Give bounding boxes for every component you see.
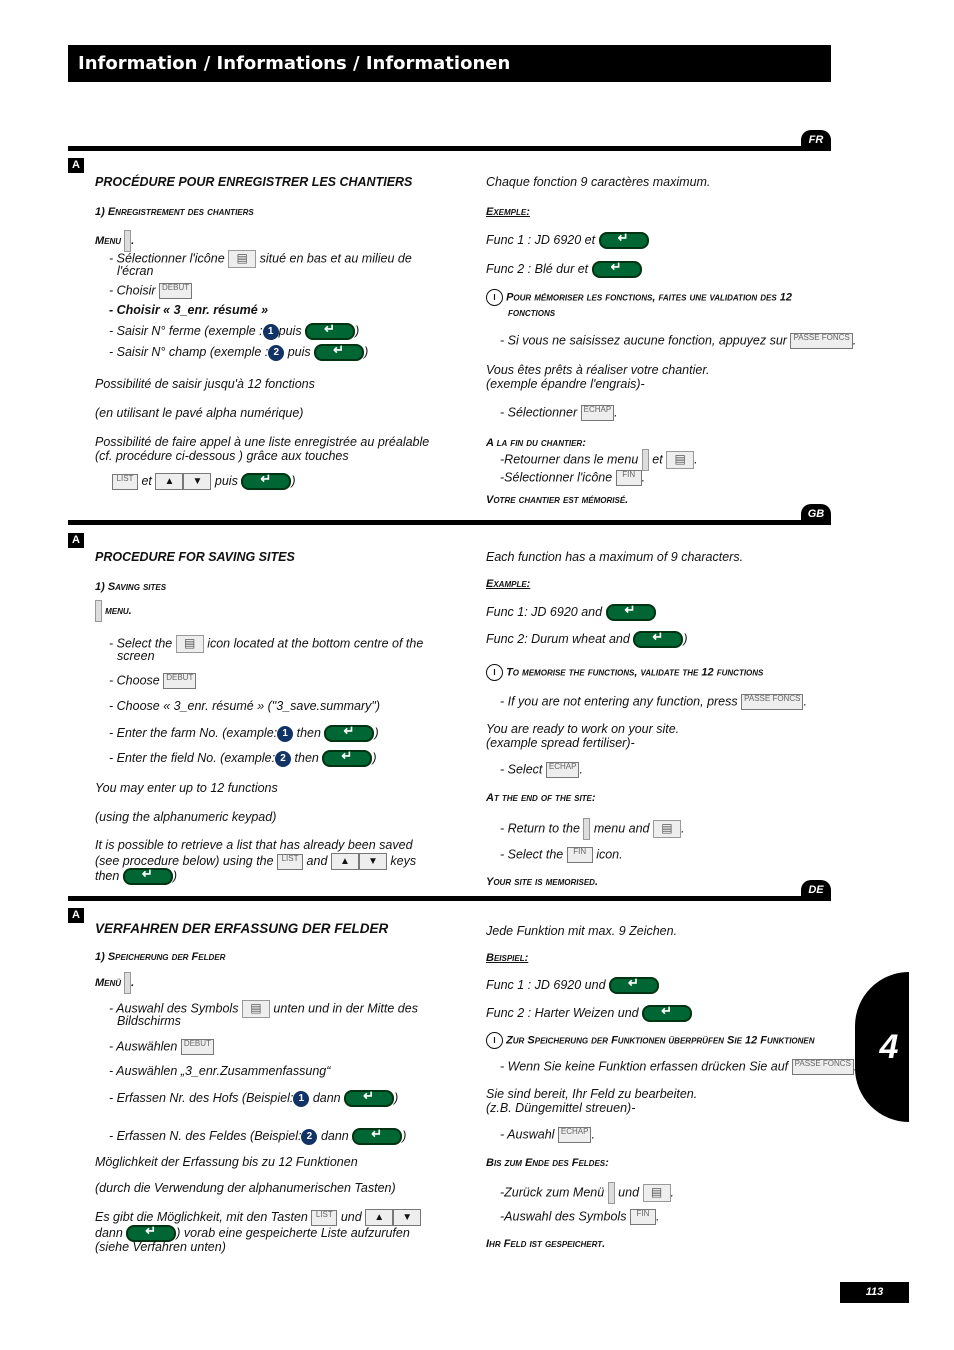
- list-item: - Auswählen DEBUT: [95, 1039, 214, 1055]
- paragraph: -Zurück zum Menü und ▤ .: [486, 1182, 674, 1204]
- section-subtitle: 1) Enregistrement des chantiers: [95, 206, 254, 218]
- passe-foncs-key-icon: PASSE FONCS: [741, 694, 803, 710]
- paragraph: Possibilité de faire appel à une liste enregistrée au préalable: [95, 435, 430, 449]
- de-right-column: [486, 922, 851, 1262]
- paragraph: Func 2 : Harter Weizen und ↵: [486, 1005, 692, 1022]
- list-item: Bildschirms: [117, 1014, 181, 1028]
- document-icon: ▤: [643, 1184, 671, 1202]
- paragraph: Es gibt die Möglichkeit, mit den Tasten LIST und ▲ ▼: [95, 1209, 421, 1226]
- paragraph: Chaque fonction 9 caractères maximum.: [486, 175, 711, 189]
- paragraph: Func 2 : Blé dur et ↵: [486, 261, 642, 278]
- enter-key-icon: [606, 604, 656, 621]
- list-key-icon: LIST: [311, 1210, 337, 1226]
- menu-key-icon: [583, 818, 590, 840]
- list-item: l'écran: [117, 264, 154, 278]
- subheading: Your site is memorised.: [486, 876, 599, 888]
- list-key-icon: LIST: [277, 854, 303, 870]
- menu-line: menu.: [95, 600, 132, 622]
- document-icon: ▤: [242, 1000, 270, 1018]
- chapter-tab: 4: [855, 972, 909, 1122]
- list-item: - Choisir « 3_enr. résumé »: [109, 303, 269, 317]
- enter-key-icon: [609, 977, 659, 994]
- paragraph: Func 1 : JD 6920 et ↵: [486, 232, 649, 249]
- example-label: Exemple:: [486, 206, 530, 218]
- menu-line: Menü .: [95, 972, 134, 994]
- enter-key-icon: [322, 750, 372, 767]
- echap-key-icon: ECHAP: [558, 1127, 592, 1143]
- subheading: Bis zum Ende des Feldes:: [486, 1157, 609, 1169]
- up-arrow-icon: ▲: [365, 1209, 393, 1226]
- list-item: - Saisir N° ferme (exemple : 1 puis ↵ ): [95, 323, 359, 340]
- paragraph: (exemple épandre l'engrais)-: [486, 377, 645, 391]
- document-icon: ▤: [176, 635, 204, 653]
- subheading: Ihr Feld ist gespeichert.: [486, 1238, 606, 1250]
- debut-key-icon: DEBUT: [163, 673, 196, 689]
- paragraph: (en utilisant le pavé alpha numérique): [95, 406, 304, 420]
- section-rule: [68, 146, 831, 151]
- lang-badge-gb: GB: [801, 504, 831, 524]
- paragraph: - Select the FIN icon.: [500, 847, 623, 862]
- list-item: - Choose « 3_enr. résumé » ("3_save.summary"): [109, 699, 381, 713]
- list-item: - Choose DEBUT: [95, 673, 196, 689]
- paragraph: Vous êtes prêts à réaliser votre chantier.: [486, 363, 710, 377]
- paragraph: - If you are not entering any function, press PASSE FONCS .: [500, 694, 807, 709]
- page-header: Information / Informations / Informationen: [68, 45, 831, 82]
- paragraph: - Sélectionner ECHAP .: [500, 405, 618, 420]
- section-title: VERFAHREN DER ERFASSUNG DER FELDER: [95, 921, 389, 936]
- section-title: PROCÉDURE POUR ENREGISTRER LES CHANTIERS: [95, 175, 413, 189]
- de-left-column: [95, 922, 465, 1262]
- fr-left-column: [95, 175, 465, 515]
- paragraph: dann ↵ ) vorab eine gespeicherte Liste aufzurufen: [95, 1225, 410, 1242]
- paragraph: - Wenn Sie keine Funktion erfassen drücken Sie auf PASSE FONCS: [486, 1059, 857, 1075]
- debut-key-icon: DEBUT: [159, 283, 192, 299]
- paragraph: Possibilité de saisir jusqu'à 12 fonctions: [95, 377, 315, 391]
- list-item: - Auswählen „3_enr.Zusammenfassung“: [109, 1064, 331, 1078]
- info-icon: i: [486, 289, 503, 306]
- paragraph: (example spread fertiliser)-: [486, 736, 635, 750]
- list-item: - Enter the field No. (example: 2 then ↵ ): [95, 750, 377, 767]
- number-two-icon: 2: [268, 345, 284, 361]
- enter-key-icon: [314, 344, 364, 361]
- paragraph: then ↵ ): [95, 868, 177, 885]
- section-rule: [68, 896, 831, 901]
- paragraph: - Select ECHAP .: [500, 762, 583, 777]
- list-item: - Choisir DEBUT: [95, 283, 192, 299]
- enter-key-icon: [633, 631, 683, 648]
- paragraph: Func 1: JD 6920 and ↵: [486, 604, 656, 621]
- enter-key-icon: [344, 1090, 394, 1107]
- lang-badge-de: DE: [801, 880, 831, 900]
- paragraph: -Auswahl des Symbols FIN .: [500, 1209, 660, 1224]
- menu-key-icon: [95, 600, 102, 622]
- paragraph: -Sélectionner l'icône FIN .: [500, 470, 646, 485]
- number-one-icon: 1: [277, 726, 293, 742]
- number-two-icon: 2: [301, 1129, 317, 1145]
- list-key-icon: LIST: [112, 474, 138, 490]
- paragraph: (z.B. Düngemittel streuen)-: [486, 1101, 636, 1115]
- info-icon: i: [486, 664, 503, 681]
- section-badge: A: [68, 158, 84, 173]
- section-subtitle: 1) Saving sites: [95, 581, 167, 593]
- note: i To memorise the functions, validate the 12 functions: [486, 664, 763, 681]
- paragraph: - Si vous ne saisissez aucune fonction, appuyez sur PASSE FONCS .: [500, 333, 857, 348]
- paragraph: (durch die Verwendung der alphanumerischen Tasten): [95, 1181, 396, 1195]
- paragraph: - Return to the menu and ▤ .: [486, 818, 684, 840]
- paragraph: -Retourner dans le menu et ▤ .: [486, 449, 698, 471]
- list-item: - Saisir N° champ (exemple : 2 puis ↵ ): [95, 344, 368, 361]
- paragraph: (see procedure below) using the LIST and ▲ ▼ keys: [95, 853, 416, 870]
- section-title: PROCEDURE FOR SAVING SITES: [95, 550, 295, 564]
- debut-key-icon: DEBUT: [181, 1039, 214, 1055]
- paragraph: (siehe Verfahren unten): [95, 1240, 226, 1254]
- page-number: 113: [840, 1282, 909, 1303]
- paragraph: Func 1 : JD 6920 und ↵: [486, 977, 659, 994]
- note: i Zur Speicherung der Funktionen überprüfen Sie 12 Funktionen: [486, 1032, 815, 1049]
- paragraph: Func 2: Durum wheat and ↵ ): [486, 631, 687, 648]
- lang-badge-fr: FR: [801, 130, 831, 150]
- number-one-icon: 1: [293, 1091, 309, 1107]
- section-subtitle: 1) Speicherung der Felder: [95, 951, 226, 963]
- document-icon: ▤: [653, 820, 681, 838]
- subheading: At the end of the site:: [486, 792, 596, 804]
- info-icon: i: [486, 1032, 503, 1049]
- paragraph: You may enter up to 12 functions: [95, 781, 278, 795]
- subheading: A la fin du chantier:: [486, 437, 586, 449]
- up-arrow-icon: ▲: [155, 473, 183, 490]
- down-arrow-icon: ▼: [183, 473, 211, 490]
- paragraph: Sie sind bereit, Ihr Feld zu bearbeiten.: [486, 1087, 698, 1101]
- menu-key-icon: [608, 1182, 615, 1204]
- paragraph: Each function has a maximum of 9 characters.: [486, 550, 744, 564]
- enter-key-icon: [352, 1128, 402, 1145]
- passe-foncs-key-icon: PASSE FONCS: [792, 1059, 854, 1075]
- note: i Pour mémoriser les fonctions, faites une validation des 12: [486, 289, 792, 306]
- fin-key-icon: FIN: [630, 1209, 656, 1225]
- menu-key-icon: [124, 230, 131, 252]
- section-badge: A: [68, 533, 84, 548]
- subheading: Votre chantier est mémorisé.: [486, 494, 629, 506]
- echap-key-icon: ECHAP: [581, 405, 615, 421]
- enter-key-icon: [592, 261, 642, 278]
- paragraph: You are ready to work on your site.: [486, 722, 680, 736]
- number-one-icon: 1: [263, 324, 279, 340]
- list-item: - Enter the farm No. (example: 1 then ↵ ): [95, 725, 379, 742]
- down-arrow-icon: ▼: [359, 853, 387, 870]
- example-label: Example:: [486, 578, 531, 590]
- list-item: - Erfassen N. des Feldes (Beispiel: 2 dann ↵ ): [95, 1128, 406, 1145]
- enter-key-icon: [599, 232, 649, 249]
- menu-key-icon: [642, 449, 649, 471]
- fin-key-icon: FIN: [616, 470, 642, 486]
- list-item: - Sélectionner l'icône ▤ situé en bas et au milieu de: [95, 250, 412, 268]
- fin-key-icon: FIN: [567, 847, 593, 863]
- paragraph: It is possible to retrieve a list that has already been saved: [95, 838, 413, 852]
- menu-key-icon: [124, 972, 131, 994]
- paragraph: Möglichkeit der Erfassung bis zu 12 Funktionen: [95, 1155, 358, 1169]
- paragraph: LIST et ▲ ▼ puis ↵ ): [95, 473, 295, 490]
- section-badge: A: [68, 908, 84, 923]
- list-item: screen: [117, 649, 155, 663]
- paragraph: (cf. procédure ci-dessous ) grâce aux touches: [95, 449, 349, 463]
- passe-foncs-key-icon: PASSE FONCS: [790, 333, 852, 349]
- enter-key-icon: [241, 473, 291, 490]
- document-icon: ▤: [228, 250, 256, 268]
- gb-right-column: [486, 550, 831, 890]
- gb-left-column: [95, 550, 465, 890]
- document-icon: ▤: [666, 451, 694, 469]
- note: fonctions: [508, 307, 556, 319]
- enter-key-icon: [123, 868, 173, 885]
- paragraph: Jede Funktion mit max. 9 Zeichen.: [486, 924, 678, 938]
- echap-key-icon: ECHAP: [546, 762, 580, 778]
- list-item: - Erfassen Nr. des Hofs (Beispiel: 1 dann ↵ ): [95, 1090, 398, 1107]
- section-rule: [68, 520, 831, 525]
- menu-line: Menu .: [95, 230, 134, 252]
- list-item: - Auswahl des Symbols ▤ unten und in der Mitte des: [95, 1000, 418, 1018]
- enter-key-icon: [324, 725, 374, 742]
- enter-key-icon: [305, 323, 355, 340]
- paragraph: (using the alphanumeric keypad): [95, 810, 277, 824]
- enter-key-icon: [642, 1005, 692, 1022]
- list-item: - Select the ▤ icon located at the bottom centre of the: [95, 635, 423, 653]
- fr-right-column: [486, 175, 857, 515]
- paragraph: - Auswahl ECHAP .: [500, 1127, 595, 1142]
- number-two-icon: 2: [275, 751, 291, 767]
- down-arrow-icon: ▼: [393, 1209, 421, 1226]
- example-label: Beispiel:: [486, 952, 529, 964]
- up-arrow-icon: ▲: [331, 853, 359, 870]
